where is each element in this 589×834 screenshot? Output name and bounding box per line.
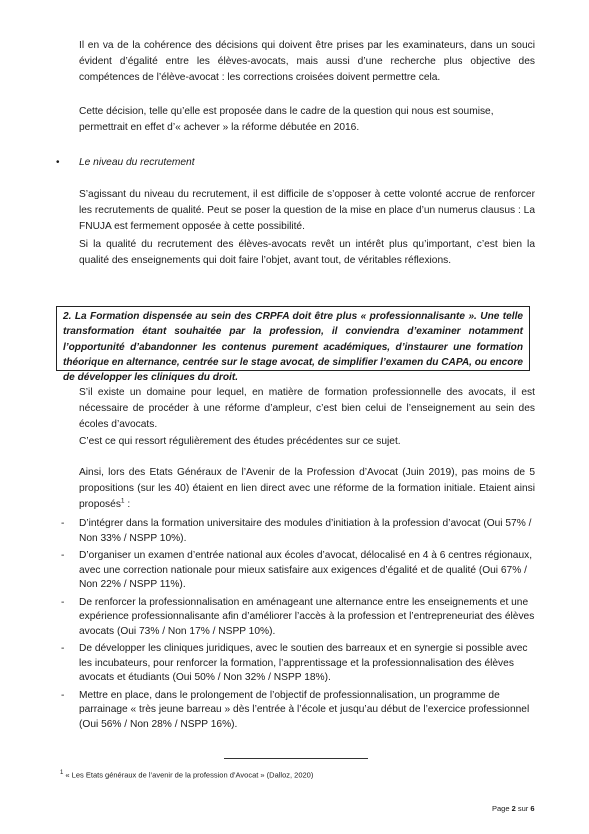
paragraph-studies: C’est ce qui ressort régulièrement des études précédentes sur ce sujet. xyxy=(79,436,401,447)
paragraph-decision: Cette décision, telle qu’elle est proposée dans le cadre de la question qui nous est soumise, permettrait en effet d’« achever » la réforme débutée en 2016. xyxy=(79,106,494,133)
paragraph-domain: S’il existe un domaine pour lequel, en matière de formation professionnelle des avocats, il est nécessaire de procéder à une réforme d’ampleur, c’est bien celui de l’enseignement au sein des écoles d’avocats. xyxy=(79,387,535,430)
dash-icon: - xyxy=(61,689,65,701)
footnote xyxy=(60,768,313,781)
page-number-middle: sur xyxy=(515,804,531,813)
list-item xyxy=(61,517,539,546)
boxed-question xyxy=(56,306,530,384)
paragraph-etats-generaux-text: Ainsi, lors des Etats Généraux de l’Avenir de la Profession d’Avocat (Juin 2019), pas moins de 5 propositions (sur les 40) étaient en lien direct avec une réforme de la formation initiale. Etaient ainsi proposés xyxy=(79,467,535,510)
bullet-icon: • xyxy=(56,157,60,168)
list-item xyxy=(61,642,539,686)
footnote-divider xyxy=(224,758,368,759)
paragraph-coherence: Il en va de la cohérence des décisions qui doivent être prises par les examinateurs, dans un souci évident d’égalité entre les élèves-avocats, mais aussi d’une recherche plus objective des compétences de l’élève-avocat : les corrections croisées doivent permettre cela. xyxy=(79,40,535,83)
page-number xyxy=(492,804,535,814)
list-item xyxy=(61,549,539,593)
list-item-text: De renforcer la professionnalisation en aménageant une alternance entre les enseignements et une expérience professionnalisante afin d’améliorer l’accès à la profession et l’entrepreneuriat des élèves avocats (Oui 73% / Non 17% / NSPP 10%). xyxy=(79,596,535,637)
dash-icon: - xyxy=(61,643,65,654)
list-item-text: Mettre en place, dans le prolongement de l’objectif de professionnalisation, un programme de parrainage « très jeune barreau » dès l’entrée à l’école et jusqu’au début de l’exercice professionnel (Oui 56% / Non 28% / NSPP 16%). xyxy=(79,689,530,730)
list-item xyxy=(61,596,539,640)
paragraph-recruitment: S’agissant du niveau du recrutement, il est difficile de s’opposer à cette volonté accrue de renforcer les recrutements de qualité. Peut se poser la question de la mise en place d’un numerus clausus : La FNUJA est fermement opposée à cette possibilité. xyxy=(79,189,535,232)
paragraph-etats-generaux xyxy=(79,465,535,513)
boxed-question-text: 2. La Formation dispensée au sein des CRPFA doit être plus « professionnalisante ». Une telle transformation étant souhaitée par la profession, il conviendra d’examiner notamment l’opportunité d’abandonner les contenus purement académiques, d’instaurer une formation théorique en alternance, centrée sur le stage avocat, de simplifier l’examen du CAPA, ou encore de développer les cliniques du droit. xyxy=(63,311,523,384)
page-number-prefix: Page xyxy=(492,804,512,813)
paragraph-etats-generaux-end: : xyxy=(124,499,131,510)
bullet-heading: Le niveau du recrutement xyxy=(79,157,195,168)
dash-icon: - xyxy=(61,596,65,608)
proposals-list xyxy=(61,517,539,735)
dash-icon: - xyxy=(61,550,65,561)
footnote-number: 1 xyxy=(60,770,64,776)
list-item xyxy=(61,689,539,733)
footnote-reference[interactable]: 1 xyxy=(120,497,125,505)
page-number-total: 6 xyxy=(530,804,535,813)
list-item-text: De développer les cliniques juridiques, avec le soutien des barreaux et en synergie si possible avec les incubateurs, pour renforcer la formation, l’apprentissage et la professionnalisation des élèves avocats et étudiants (Oui 50% / Non 32% / NSPP 18%). xyxy=(79,643,528,683)
page-number-current: 2 xyxy=(511,804,516,813)
list-item-text: D’organiser un examen d’entrée national aux écoles d’avocat, délocalisé en 4 à 6 centres régionaux, avec une correction nationale pour mieux satisfaire aux exigences d’égalité et de qualité (Oui 67% / Non 22% / NSPP 11%). xyxy=(79,550,533,590)
footnote-text: « Les Etats généraux de l’avenir de la profession d’Avocat » (Dalloz, 2020) xyxy=(63,770,314,780)
dash-icon: - xyxy=(61,518,65,529)
paragraph-quality: Si la qualité du recrutement des élèves-avocats revêt un intérêt plus qu’important, c’est bien la qualité des enseignements qui doit faire l’objet, avant tout, de véritables réflexions. xyxy=(79,239,535,266)
list-item-text: D’intégrer dans la formation universitaire des modules d’initiation à la profession d’avocat (Oui 57% / Non 33% / NSPP 10%). xyxy=(79,518,532,544)
